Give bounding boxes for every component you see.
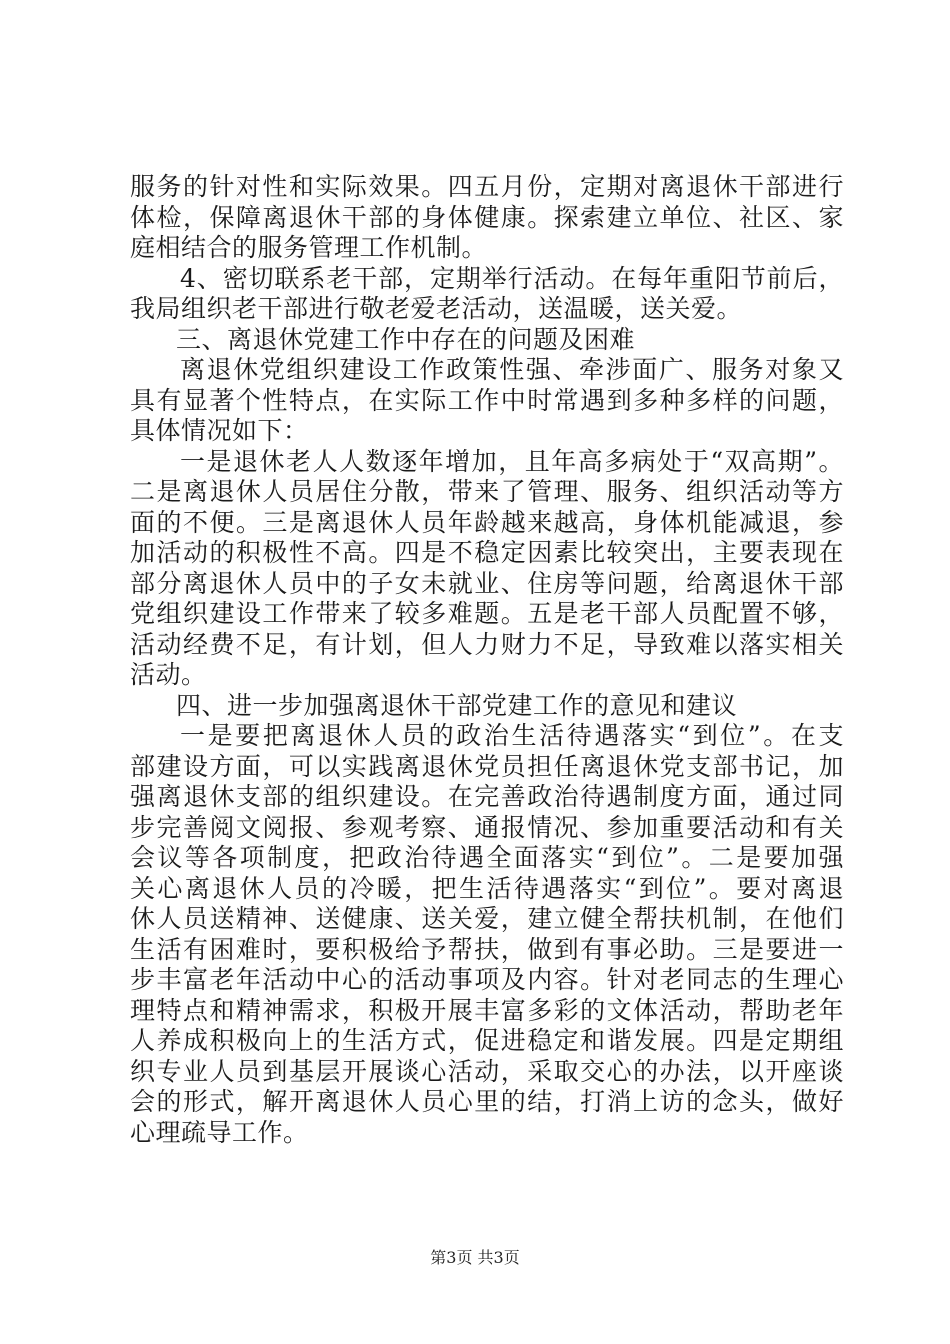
text-line: 部建设方面，可以实践离退休党员担任离退休党支部书记，加 bbox=[130, 751, 844, 781]
page-footer: 第3页 共3页 bbox=[430, 1248, 520, 1267]
text-line: 生活有困难时，要积极给予帮扶，做到有事必助。三是要进一 bbox=[130, 934, 844, 964]
text-line: 强离退休支部的组织建设。在完善政治待遇制度方面，通过同 bbox=[130, 782, 844, 811]
text-line: 理特点和精神需求，积极开展丰富多彩的文体活动，帮助老年 bbox=[130, 995, 844, 1025]
text-line: 会的形式，解开离退休人员心里的结，打消上访的念头，做好 bbox=[130, 1087, 844, 1116]
text-line: 4、密切联系老干部，定期举行活动。在每年重阳节前后， bbox=[180, 263, 844, 293]
text-line: 二是离退休人员居住分散，带来了管理、服务、组织活动等方 bbox=[130, 477, 844, 506]
text-line: 步完善阅文阅报、参观考察、通报情况、参加重要活动和有关 bbox=[130, 812, 844, 842]
section-heading: 三、离退休党建工作中存在的问题及困难 bbox=[176, 324, 636, 354]
document-body bbox=[130, 172, 844, 1148]
text-line: 面的不便。三是离退休人员年龄越来越高，身体机能减退，参 bbox=[130, 507, 844, 537]
text-line: 具体情况如下： bbox=[130, 416, 309, 445]
text-line: 一是退休老人人数逐年增加，且年高多病处于“双高期”。 bbox=[180, 446, 844, 476]
text-line: 离退休党组织建设工作政策性强、牵涉面广、服务对象又 bbox=[180, 355, 844, 384]
text-line: 庭相结合的服务管理工作机制。 bbox=[130, 233, 488, 262]
text-line: 一是要把离退休人员的政治生活待遇落实“到位”。在支 bbox=[180, 721, 844, 750]
text-line: 心理疏导工作。 bbox=[130, 1117, 309, 1147]
section-heading: 四、进一步加强离退休干部党建工作的意见和建议 bbox=[176, 690, 738, 720]
text-line: 活动。 bbox=[130, 660, 207, 689]
text-line: 活动经费不足，有计划，但人力财力不足，导致难以落实相关 bbox=[130, 629, 844, 659]
text-line: 党组织建设工作带来了较多难题。五是老干部人员配置不够， bbox=[130, 599, 844, 628]
text-line: 部分离退休人员中的子女未就业、住房等问题，给离退休干部 bbox=[130, 568, 844, 598]
text-line: 人养成积极向上的生活方式，促进稳定和谐发展。四是定期组 bbox=[130, 1026, 844, 1055]
text-line: 会议等各项制度，把政治待遇全面落实“到位”。二是要加强 bbox=[130, 843, 844, 872]
text-line: 休人员送精神、送健康、送关爱，建立健全帮扶机制，在他们 bbox=[130, 904, 844, 933]
text-line: 关心离退休人员的冷暖，把生活待遇落实“到位”。要对离退 bbox=[130, 873, 844, 903]
text-line: 服务的针对性和实际效果。四五月份，定期对离退休干部进行 bbox=[130, 172, 844, 201]
text-line: 体检，保障离退休干部的身体健康。探索建立单位、社区、家 bbox=[130, 202, 844, 232]
text-line: 我局组织老干部进行敬老爱老活动，送温暖，送关爱。 bbox=[130, 294, 743, 323]
text-line: 加活动的积极性不高。四是不稳定因素比较突出，主要表现在 bbox=[130, 538, 844, 567]
text-line: 具有显著个性特点，在实际工作中时常遇到多种多样的问题， bbox=[130, 385, 844, 415]
text-line: 步丰富老年活动中心的活动事项及内容。针对老同志的生理心 bbox=[130, 965, 844, 994]
text-line: 织专业人员到基层开展谈心活动，采取交心的办法，以开座谈 bbox=[130, 1056, 844, 1086]
